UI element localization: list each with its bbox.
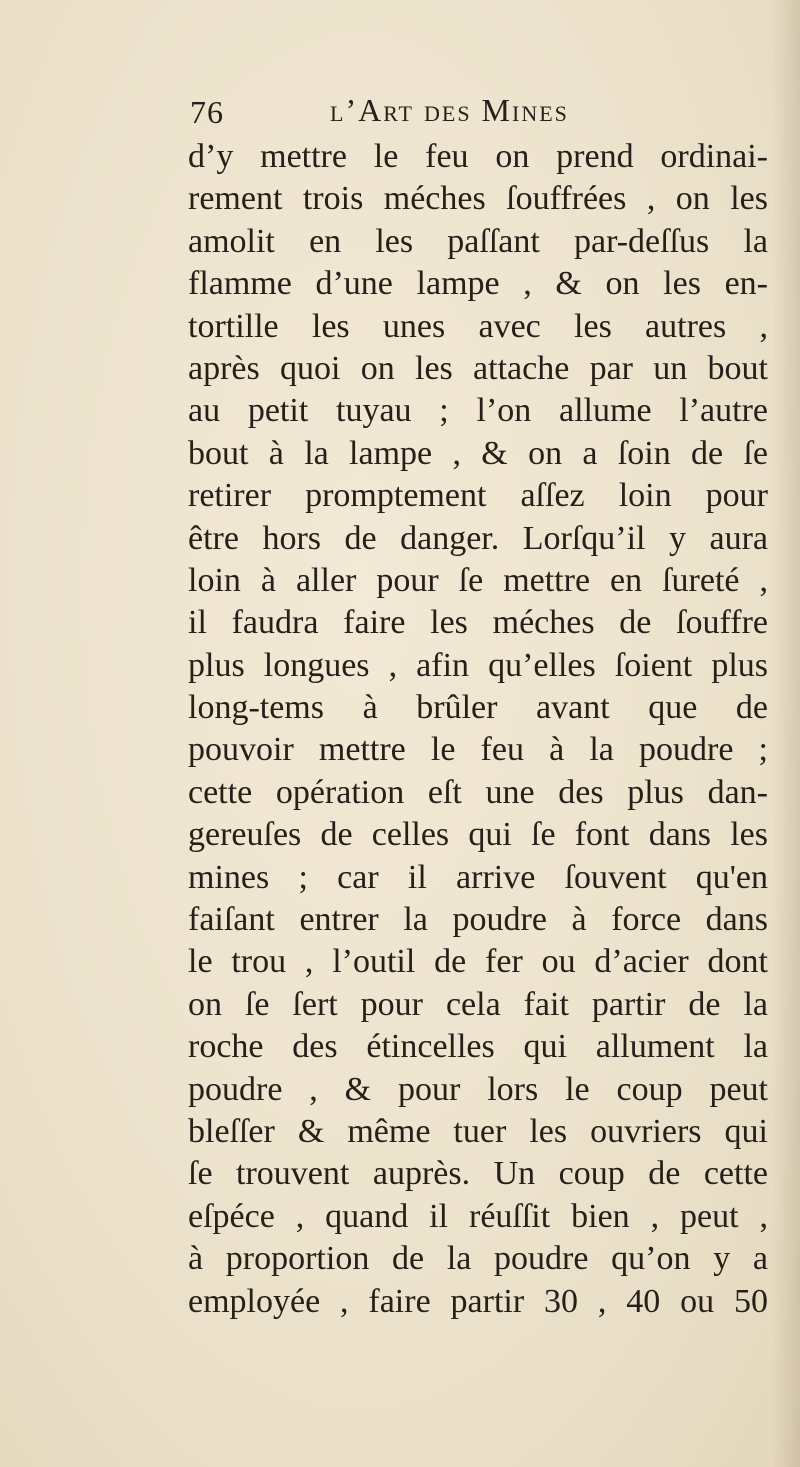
text-line: d’y mettre le feu on prend ordinai- xyxy=(188,138,768,175)
text-line: long-tems à brûler avant que de xyxy=(188,689,768,727)
page-number: 76 xyxy=(190,94,224,130)
text-line: roche des étincelles qui allument la xyxy=(188,1028,768,1066)
page-edge-shadow xyxy=(772,0,800,1467)
text-line: rement trois méches ſouffrées , on les xyxy=(188,180,768,218)
body-text xyxy=(188,136,768,1323)
text-line: faiſant entrer la poudre à force dans xyxy=(188,901,768,939)
text-line: gereuſes de celles qui ſe font dans les xyxy=(188,816,768,854)
text-line: loin à aller pour ſe mettre en ſureté , xyxy=(188,561,768,599)
text-line: retirer promptement aſſez loin pour xyxy=(188,477,768,515)
text-line: le trou , l’outil de fer ou d’acier dont xyxy=(188,943,768,981)
text-line: après quoi on les attache par un bout xyxy=(188,349,768,387)
text-line: flamme d’une lampe , & on les en- xyxy=(188,265,768,303)
text-line: au petit tuyau ; l’on allume l’autre xyxy=(188,392,768,430)
text-line: à proportion de la poudre qu’on y a xyxy=(188,1240,768,1278)
text-line: amolit en les paſſant par-deſſus la xyxy=(188,222,768,260)
running-title: l’Art des Mines xyxy=(330,92,569,128)
text-line: pouvoir mettre le feu à la poudre ; xyxy=(188,731,768,769)
running-header xyxy=(190,92,760,136)
text-line: être hors de danger. Lorſqu’il y aura xyxy=(188,519,768,557)
text-line: eſpéce , quand il réuſſit bien , peut , xyxy=(188,1197,768,1235)
text-line: il faudra faire les méches de ſouffre xyxy=(188,604,768,642)
text-line: mines ; car il arrive ſouvent qu'en xyxy=(188,858,768,896)
text-line: on ſe ſert pour cela fait partir de la xyxy=(188,985,768,1023)
text-line: employée , faire partir 30 , 40 ou 50 xyxy=(188,1282,768,1320)
text-line: tortille les unes avec les autres , xyxy=(188,307,768,345)
text-line: poudre , & pour lors le coup peut xyxy=(188,1070,768,1108)
text-line: bleſſer & même tuer les ouvriers qui xyxy=(188,1112,768,1150)
text-line: ſe trouvent auprès. Un coup de cette xyxy=(188,1155,768,1193)
text-line: cette opération eſt une des plus dan- xyxy=(188,773,768,811)
text-line: plus longues , afin qu’elles ſoient plus xyxy=(188,646,768,684)
text-line: bout à la lampe , & on a ſoin de ſe xyxy=(188,434,768,472)
